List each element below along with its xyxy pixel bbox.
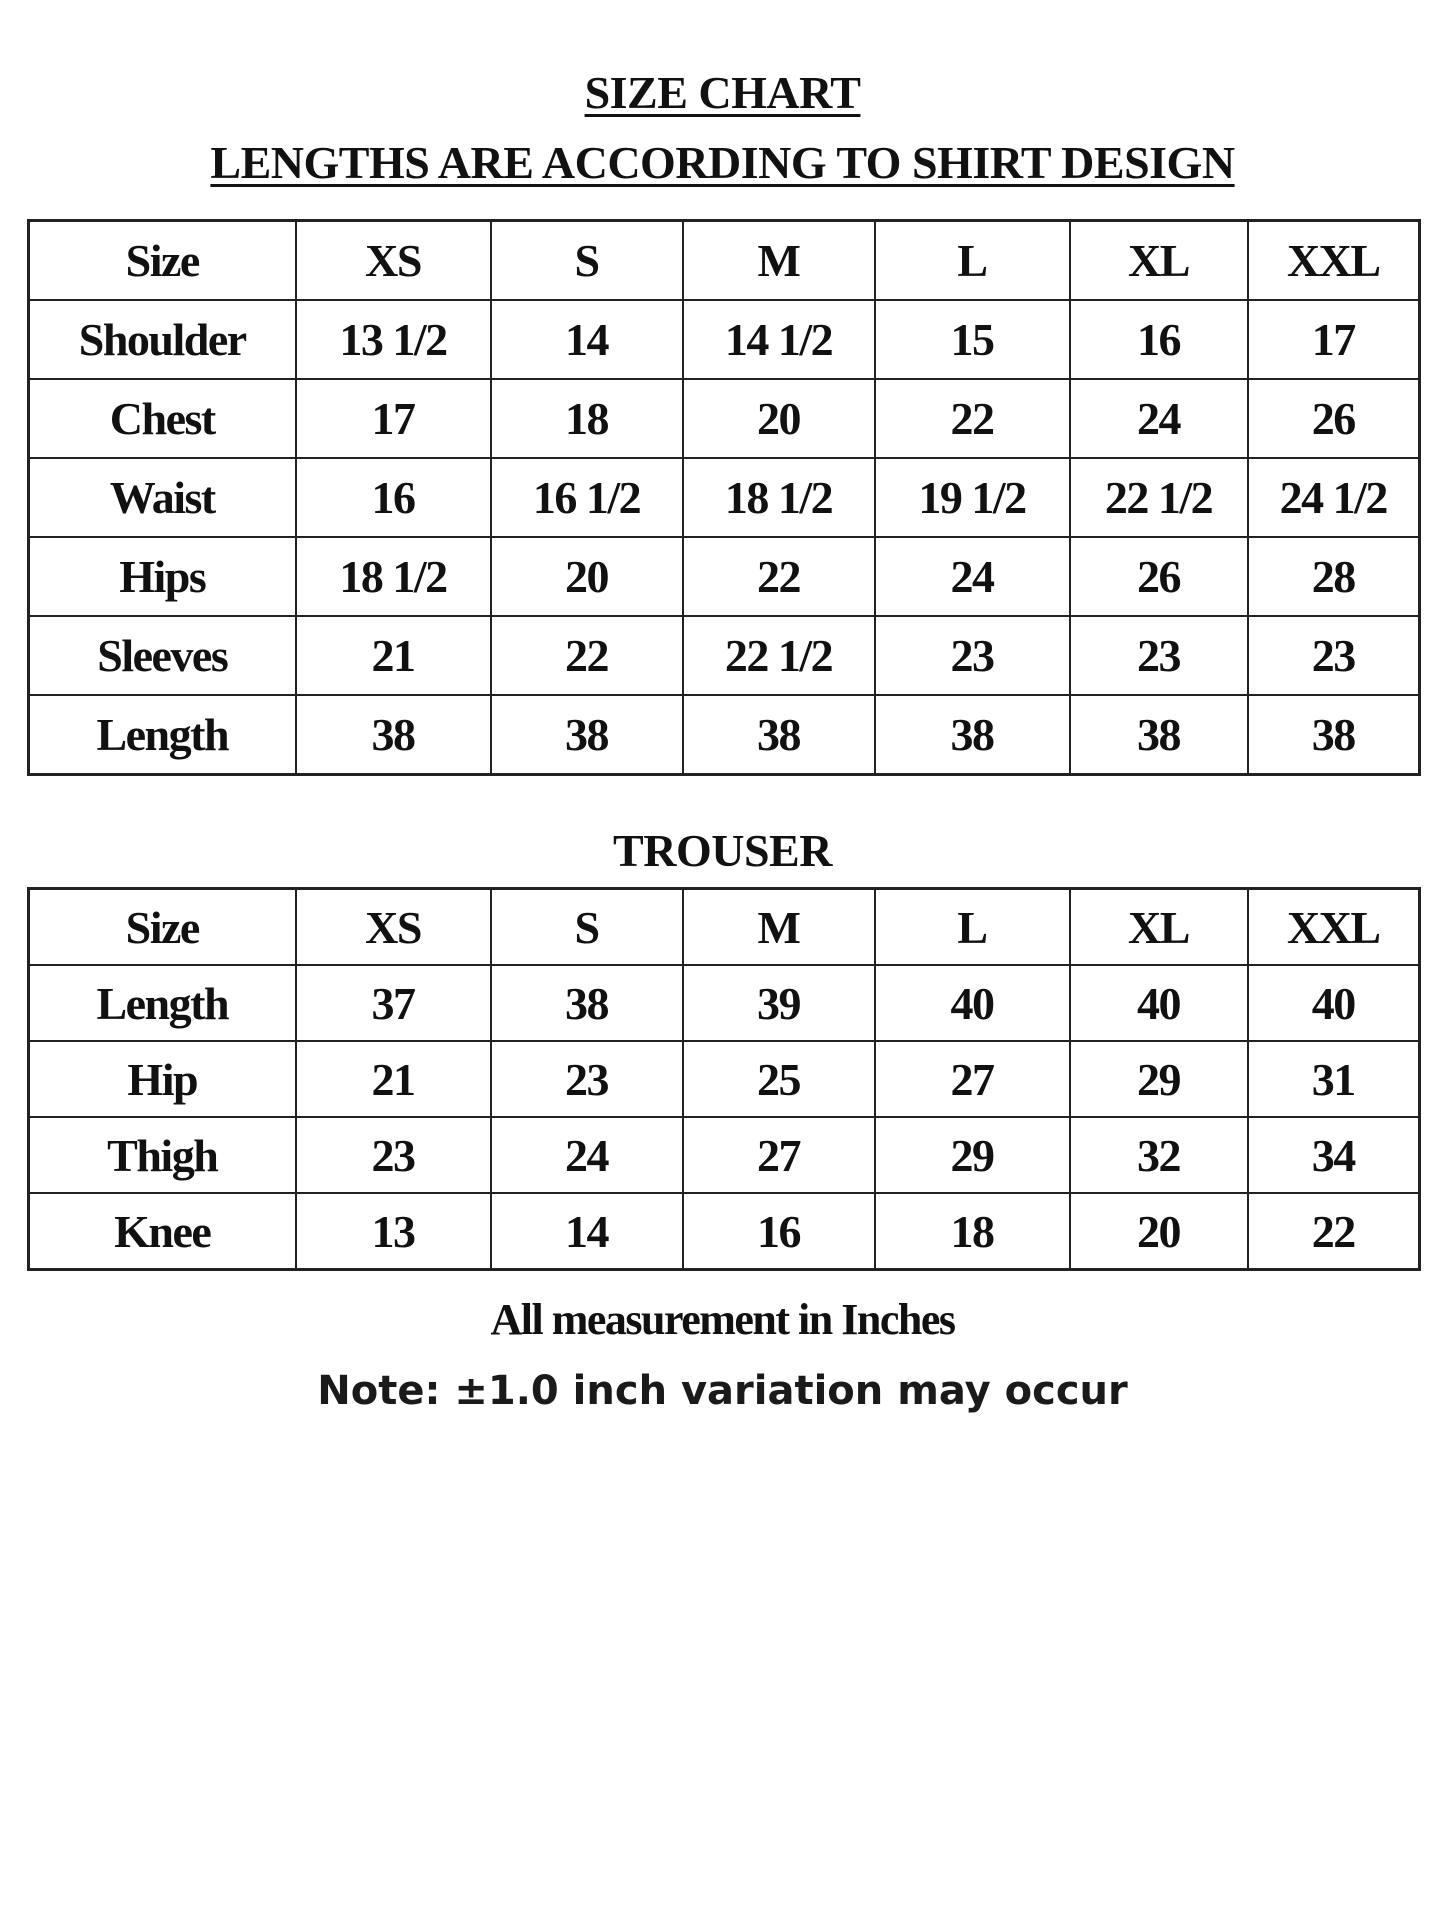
- measurement-value: 29: [875, 1117, 1070, 1193]
- measurement-value: 23: [1070, 616, 1248, 695]
- measurement-value: 22 1/2: [1070, 458, 1248, 537]
- page-subtitle: [0, 136, 1445, 189]
- measurement-value: 25: [683, 1041, 875, 1117]
- measurement-label: Knee: [29, 1193, 296, 1270]
- size-column-header: XXL: [1248, 221, 1420, 301]
- measurement-value: 34: [1248, 1117, 1420, 1193]
- measurement-value: 22 1/2: [683, 616, 875, 695]
- page-title-text: SIZE CHART: [584, 67, 861, 118]
- measurement-label: Waist: [29, 458, 296, 537]
- measurement-value: 16: [683, 1193, 875, 1270]
- measurement-label: Sleeves: [29, 616, 296, 695]
- measurement-value: 16: [1070, 300, 1248, 379]
- measurement-value: 13: [296, 1193, 491, 1270]
- trouser-header-row: [29, 889, 1420, 966]
- measurement-label: Shoulder: [29, 300, 296, 379]
- measurement-value: 38: [296, 695, 491, 775]
- measurement-value: 27: [683, 1117, 875, 1193]
- measurement-label: Length: [29, 965, 296, 1041]
- measurement-value: 23: [491, 1041, 683, 1117]
- size-column-header: M: [683, 889, 875, 966]
- variation-note: Note: ±1.0 inch variation may occur: [317, 1368, 1128, 1414]
- shirt-size-table: [27, 219, 1421, 776]
- measurement-value: 20: [491, 537, 683, 616]
- measurement-value: 16: [296, 458, 491, 537]
- measurement-label: Hips: [29, 537, 296, 616]
- measurement-label: Chest: [29, 379, 296, 458]
- trouser-title: [0, 824, 1445, 877]
- measurement-label: Hip: [29, 1041, 296, 1117]
- measurement-value: 14: [491, 300, 683, 379]
- measurement-value: 21: [296, 616, 491, 695]
- size-column-header: XL: [1070, 889, 1248, 966]
- measurement-value: 38: [491, 695, 683, 775]
- measurement-value: 17: [296, 379, 491, 458]
- page-subtitle-text: LENGTHS ARE ACCORDING TO SHIRT DESIGN: [210, 137, 1235, 188]
- measurement-value: 17: [1248, 300, 1420, 379]
- shirt-row: [29, 300, 1420, 379]
- measurement-unit-note: All measurement in Inches: [490, 1295, 955, 1344]
- measurement-value: 22: [875, 379, 1070, 458]
- measurement-value: 31: [1248, 1041, 1420, 1117]
- measurement-value: 18 1/2: [296, 537, 491, 616]
- measurement-value: 24: [1070, 379, 1248, 458]
- trouser-title-text: TROUSER: [613, 825, 832, 876]
- measurement-value: 38: [1070, 695, 1248, 775]
- size-column-header: XS: [296, 221, 491, 301]
- measurement-value: 16 1/2: [491, 458, 683, 537]
- measurement-value: 26: [1070, 537, 1248, 616]
- measurement-value: 19 1/2: [875, 458, 1070, 537]
- size-column-header: L: [875, 889, 1070, 966]
- trouser-row: [29, 965, 1420, 1041]
- measurement-value: 40: [1248, 965, 1420, 1041]
- size-column-header: S: [491, 889, 683, 966]
- size-column-header: L: [875, 221, 1070, 301]
- page-title: [0, 66, 1445, 119]
- measurement-value: 27: [875, 1041, 1070, 1117]
- shirt-row: [29, 458, 1420, 537]
- measurement-value: 26: [1248, 379, 1420, 458]
- measurement-value: 40: [875, 965, 1070, 1041]
- measurement-value: 18: [875, 1193, 1070, 1270]
- shirt-table-body: [29, 221, 1420, 775]
- measurement-value: 39: [683, 965, 875, 1041]
- size-column-header: S: [491, 221, 683, 301]
- measurement-value: 18: [491, 379, 683, 458]
- measurement-value: 24: [875, 537, 1070, 616]
- shirt-row: [29, 695, 1420, 775]
- size-column-header: XL: [1070, 221, 1248, 301]
- trouser-table-body: [29, 889, 1420, 1270]
- shirt-row: [29, 537, 1420, 616]
- measurement-value: 23: [875, 616, 1070, 695]
- measurement-label: Length: [29, 695, 296, 775]
- measurement-value: 14 1/2: [683, 300, 875, 379]
- measurement-value: 38: [683, 695, 875, 775]
- measurement-value: 23: [296, 1117, 491, 1193]
- size-column-header: M: [683, 221, 875, 301]
- shirt-row: [29, 379, 1420, 458]
- shirt-row: [29, 616, 1420, 695]
- measurement-value: 23: [1248, 616, 1420, 695]
- size-column-header: XXL: [1248, 889, 1420, 966]
- measurement-value: 38: [491, 965, 683, 1041]
- measurement-value: 24 1/2: [1248, 458, 1420, 537]
- measurement-value: 15: [875, 300, 1070, 379]
- measurement-value: 38: [875, 695, 1070, 775]
- measurement-value: 40: [1070, 965, 1248, 1041]
- trouser-row: [29, 1041, 1420, 1117]
- measurement-value: 20: [683, 379, 875, 458]
- trouser-size-table: [27, 887, 1421, 1271]
- measurement-value: 32: [1070, 1117, 1248, 1193]
- trouser-row: [29, 1193, 1420, 1270]
- measurement-value: 37: [296, 965, 491, 1041]
- measurement-value: 24: [491, 1117, 683, 1193]
- size-header-cell: Size: [29, 889, 296, 966]
- trouser-row: [29, 1117, 1420, 1193]
- measurement-value: 18 1/2: [683, 458, 875, 537]
- measurement-value: 21: [296, 1041, 491, 1117]
- measurement-value: 22: [683, 537, 875, 616]
- measurement-value: 14: [491, 1193, 683, 1270]
- measurement-value: 29: [1070, 1041, 1248, 1117]
- size-header-cell: Size: [29, 221, 296, 301]
- size-column-header: XS: [296, 889, 491, 966]
- measurement-value: 22: [491, 616, 683, 695]
- measurement-value: 28: [1248, 537, 1420, 616]
- measurement-value: 13 1/2: [296, 300, 491, 379]
- measurement-value: 38: [1248, 695, 1420, 775]
- measurement-value: 20: [1070, 1193, 1248, 1270]
- measurement-label: Thigh: [29, 1117, 296, 1193]
- shirt-header-row: [29, 221, 1420, 301]
- measurement-value: 22: [1248, 1193, 1420, 1270]
